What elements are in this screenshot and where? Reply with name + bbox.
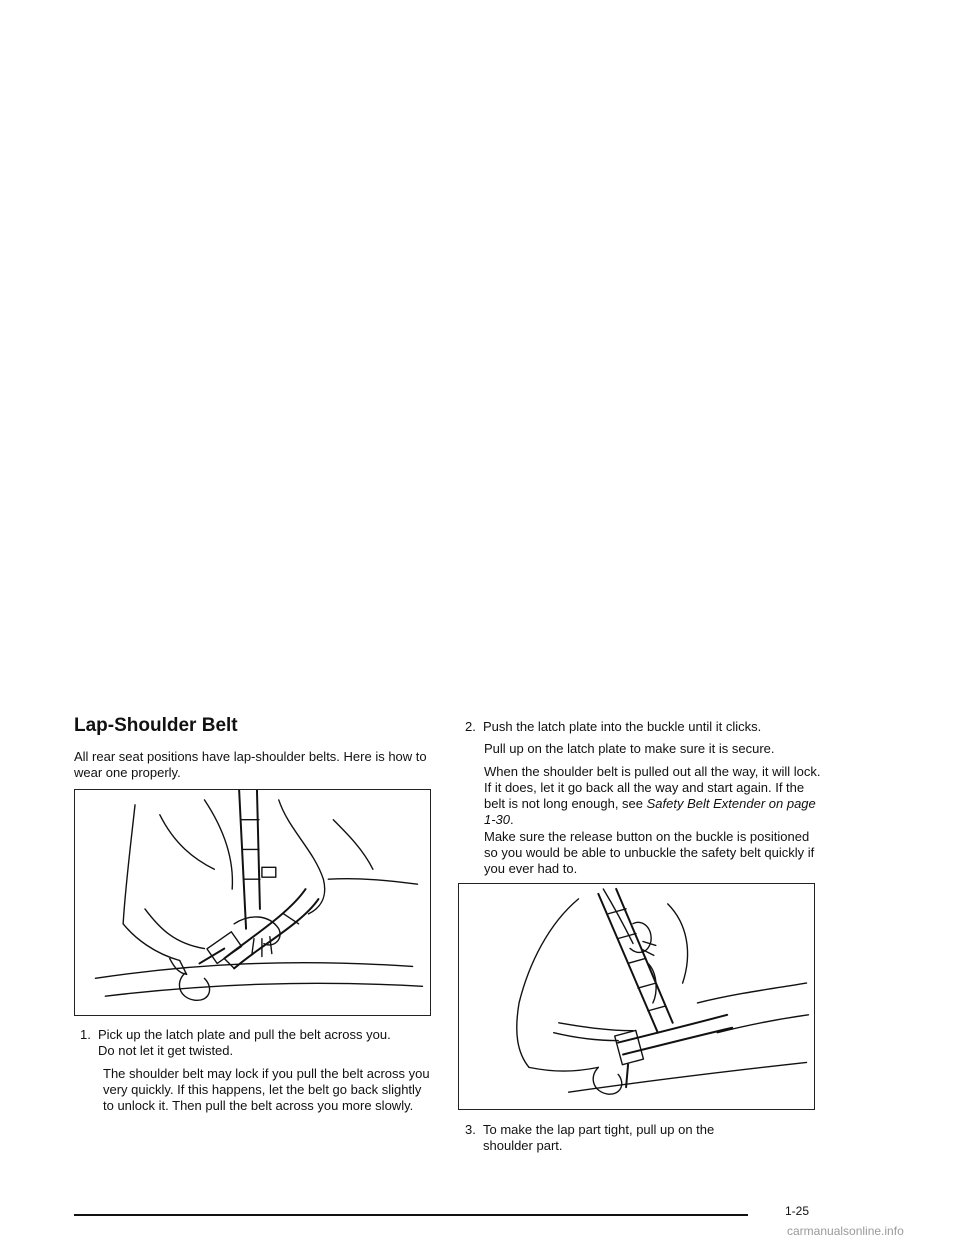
page-number: 1-25 <box>785 1204 810 1218</box>
footer-rule <box>74 1214 748 1216</box>
intro-text: All rear seat positions have lap-shoulder belts. Here is how to wear one properly. <box>74 749 427 780</box>
step-2-paragraph-2-text: When the shoulder belt is pulled out all the way, it will lock. If it does, let it go back all the way and start again. If the belt is not long enough, see <box>484 764 821 811</box>
step-2-paragraph-1: Pull up on the latch plate to make sure it is secure. <box>484 741 775 756</box>
step-1-paragraph: The shoulder belt may lock if you pull the belt across you very quickly. If this happens, let the belt go back slightly to unlock it. Then pull the belt across you more slowly. <box>103 1066 430 1113</box>
step-1-line1: Pick up the latch plate and pull the belt across you. <box>98 1027 391 1042</box>
step-3-line2: shoulder part. <box>483 1138 563 1153</box>
step-3-line1: To make the lap part tight, pull up on the <box>483 1122 715 1137</box>
belt-illustration-1 <box>75 790 430 1015</box>
watermark: carmanualsonline.info <box>787 1224 904 1238</box>
step-2-paragraph-2 <box>484 764 824 828</box>
illustration-tighten-lap-belt <box>458 883 815 1110</box>
step-2-line1: Push the latch plate into the buckle until it clicks. <box>483 719 762 734</box>
belt-illustration-2 <box>459 884 814 1109</box>
step-3-number: 3. <box>465 1122 476 1137</box>
section-heading: Lap-Shoulder Belt <box>74 715 238 736</box>
step-3 <box>465 1122 825 1154</box>
step-1-number: 1. <box>80 1027 91 1042</box>
step-1-line2: Do not let it get twisted. <box>98 1043 234 1058</box>
step-2-paragraph-3: Make sure the release button on the buckle is positioned so you would be able to unbuckle the safety belt quickly if you ever had to. <box>484 829 815 876</box>
step-1 <box>80 1027 440 1059</box>
step-2-number: 2. <box>465 719 476 734</box>
step-2 <box>465 719 825 735</box>
safety-belt-extender-reference[interactable]: Safety Belt Extender on page 1-30 <box>484 796 816 827</box>
illustration-latch-plate <box>74 789 431 1016</box>
step-2-paragraph-2-end: . <box>510 812 514 827</box>
